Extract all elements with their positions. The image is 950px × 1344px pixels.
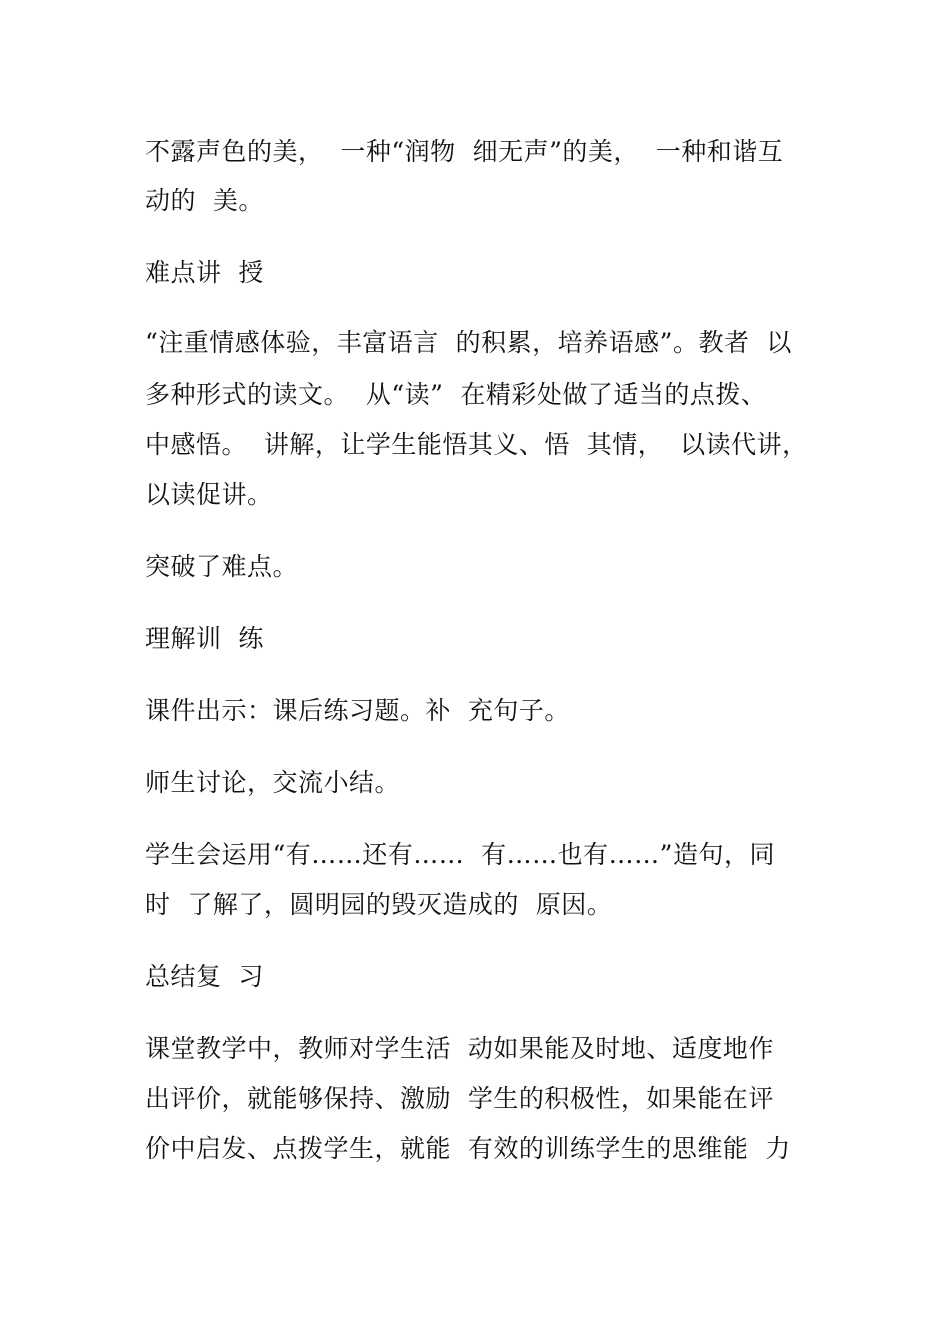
section-heading-difficulty: 难点讲 授 [145, 258, 264, 287]
paragraph-6: 课件出示：课后练习题。补 充句子。 [145, 696, 570, 725]
paragraph-1-line-1: 不露声色的美， 一种“润物 细无声”的美， 一种和谐互 [145, 137, 784, 166]
paragraph-7: 师生讨论，交流小结。 [145, 768, 401, 797]
paragraph-3-line-1: “注重情感体验，丰富语言 的积累，培养语感”。教者 以 [145, 328, 792, 357]
section-heading-training: 理解训 练 [145, 624, 264, 653]
paragraph-3-line-3: 中感悟。 讲解，让学生能悟其义、悟 其情， 以读代讲， [145, 430, 808, 459]
paragraph-3-line-4: 以读促讲。 [145, 480, 273, 509]
paragraph-1-line-2: 动的 美。 [145, 186, 264, 215]
paragraph-4: 突破了难点。 [145, 552, 299, 581]
paragraph-3-line-2: 多种形式的读文。 从“读” 在精彩处做了适当的点拨、 [145, 380, 767, 409]
paragraph-10-line-3: 价中启发、点拨学生，就能 有效的训练学生的思维能 力 [145, 1134, 791, 1163]
paragraph-8-line-1: 学生会运用“有……还有…… 有……也有……”造句，同 [145, 840, 775, 869]
paragraph-8-line-2: 时 了解了，圆明园的毁灭造成的 原因。 [145, 890, 613, 919]
section-heading-review: 总结复 习 [145, 962, 264, 991]
paragraph-10-line-1: 课堂教学中，教师对学生活 动如果能及时地、适度地作 [145, 1034, 774, 1063]
paragraph-10-line-2: 出评价，就能够保持、激励 学生的积极性，如果能在评 [145, 1084, 774, 1113]
